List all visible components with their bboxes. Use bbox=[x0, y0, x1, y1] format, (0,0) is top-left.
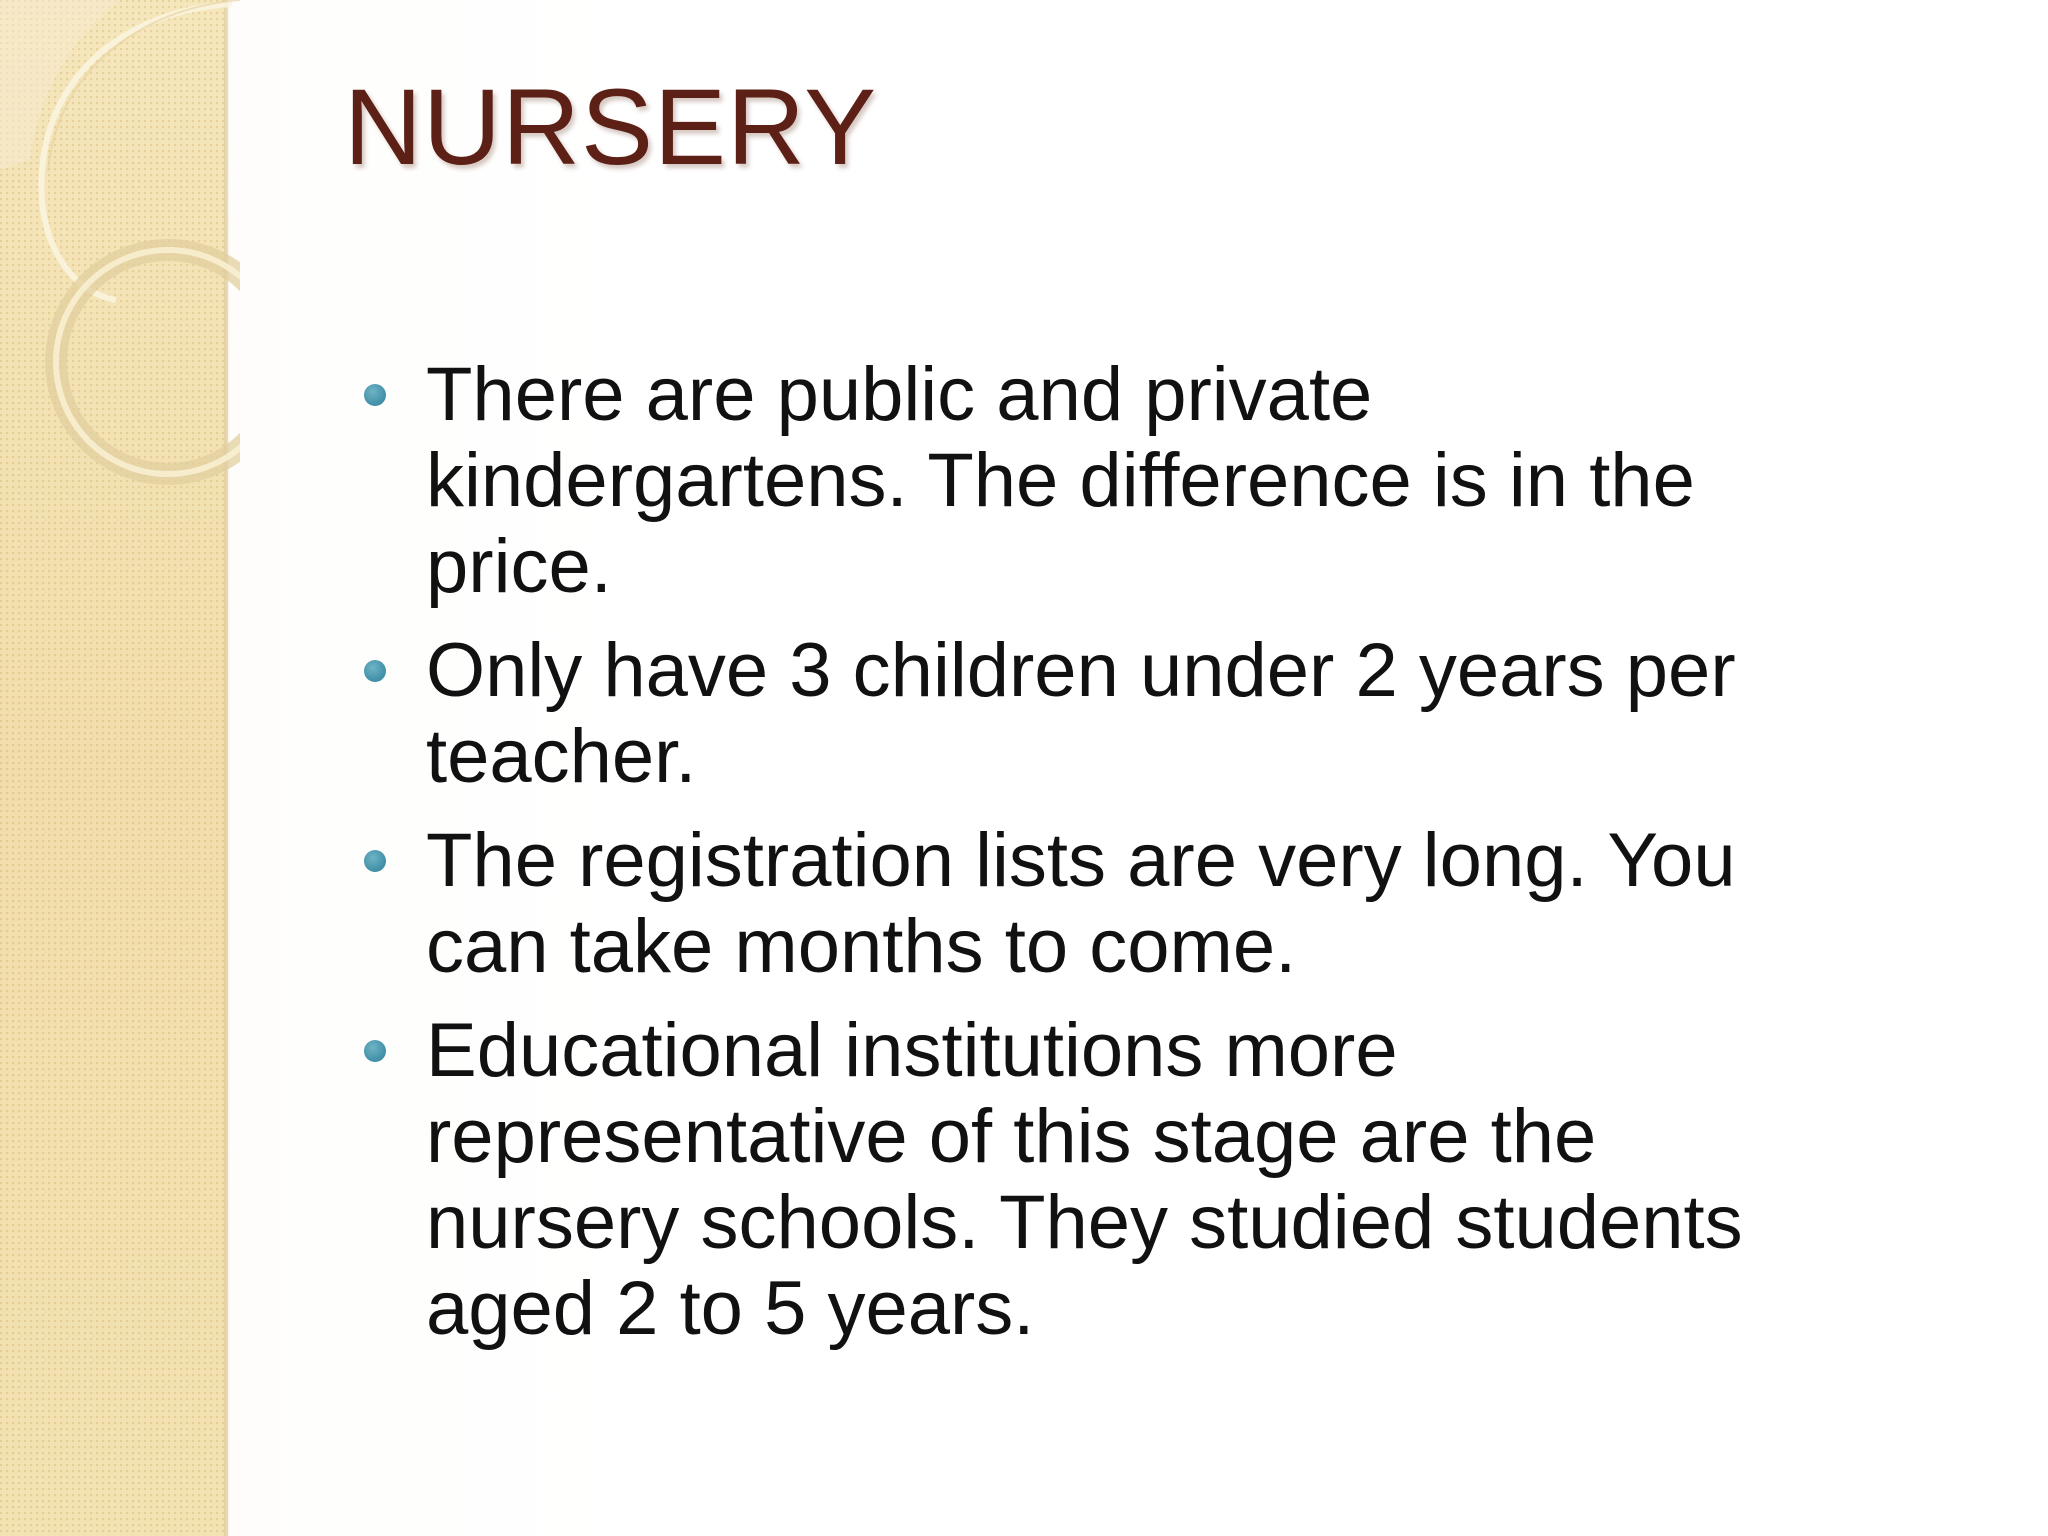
bullet-text: The registration lists are very long. You can take months to come. bbox=[426, 818, 1736, 989]
lower-ring bbox=[56, 250, 240, 474]
decorative-rings-graphic bbox=[0, 0, 240, 520]
bullet-text: Only have 3 children under 2 years per teacher. bbox=[426, 628, 1736, 799]
bullet-dot-icon bbox=[364, 1040, 386, 1062]
bullet-dot-icon bbox=[364, 384, 386, 406]
bullet-dot-icon bbox=[364, 850, 386, 872]
bullet-item bbox=[354, 352, 1774, 610]
top-corner-fill bbox=[0, 0, 120, 170]
bullet-text: Educational institutions more representative of this stage are the nursery schools. They studied students aged 2 to 5 years. bbox=[426, 1008, 1743, 1351]
bullet-item bbox=[354, 628, 1774, 800]
slide-title: NURSERY bbox=[344, 66, 878, 187]
bullet-list bbox=[354, 352, 1774, 1370]
bullet-item bbox=[354, 1008, 1774, 1352]
bullet-text: There are public and private kindergartens. The difference is in the price. bbox=[426, 352, 1695, 609]
bullet-dot-icon bbox=[364, 660, 386, 682]
bullet-item bbox=[354, 818, 1774, 990]
